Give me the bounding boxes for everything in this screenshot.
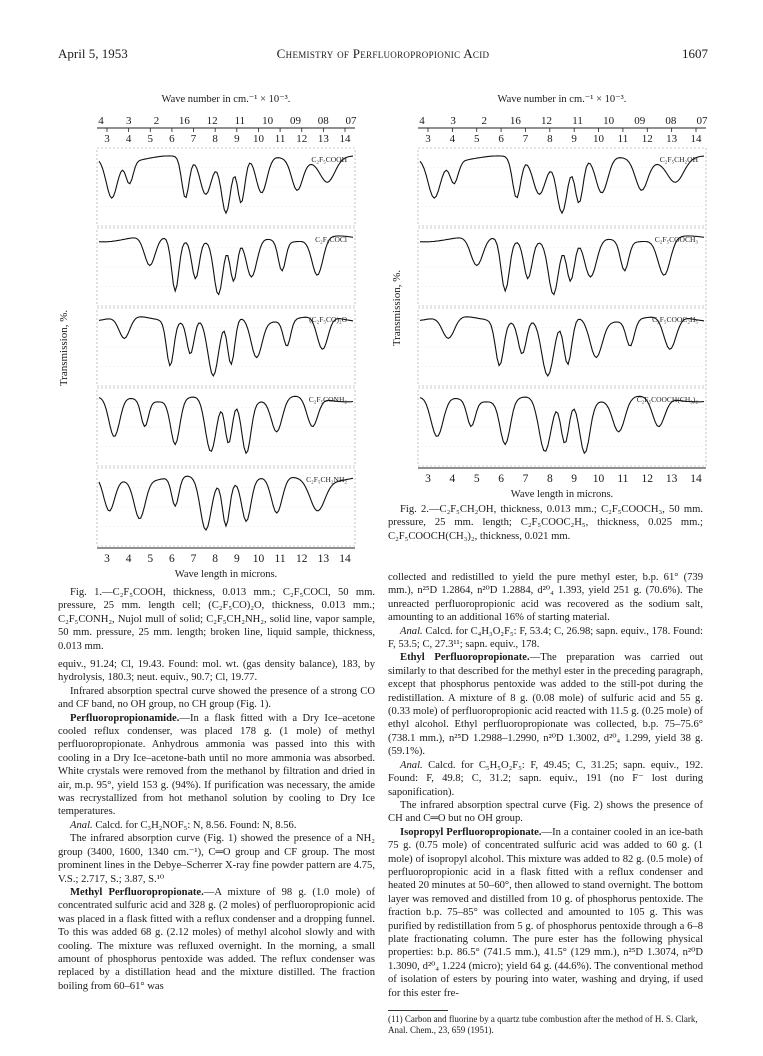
micron-tick-label: 7 <box>190 133 197 145</box>
micron-tick-label: 3 <box>104 553 110 565</box>
paragraph: Anal. Calcd. for C₅H₅O₂F₅: F, 49.45; C, 31.25; sapn. equiv., 192. Found: F, 49.8; C, 31.2; sapn. equiv., 191 (no F⁻ lost during saponification). <box>388 759 703 798</box>
micron-tick-label: 11 <box>617 133 629 145</box>
top-axis-label: Wave number in cm.⁻¹ × 10⁻³. <box>161 94 291 105</box>
running-header <box>58 46 708 66</box>
micron-tick-label: 3 <box>425 133 431 145</box>
footnote-rule <box>388 1010 448 1011</box>
micron-tick-label: 3 <box>104 133 110 145</box>
compound-label: C₂F₅CH₂NH₂ <box>306 475 347 484</box>
spectrum-curve <box>420 396 704 453</box>
top-tick-label: 4 <box>419 115 425 127</box>
top-tick-label: 2 <box>153 115 160 127</box>
micron-tick-label: 6 <box>498 133 504 145</box>
header-date: April 5, 1953 <box>58 46 128 61</box>
top-tick-label: 12 <box>540 115 552 127</box>
top-tick-label: 4 <box>98 115 104 127</box>
micron-tick-label: 11 <box>274 553 286 565</box>
spectrum-curve <box>420 156 704 213</box>
micron-tick-label: 7 <box>522 473 529 485</box>
header-title: Chemistry of Perfluoropropionic Acid <box>276 46 490 61</box>
micron-tick-label: 12 <box>295 553 308 565</box>
compound-label: C₂F₅COOCH(CH₃)₂ <box>636 395 698 404</box>
section-heading: Perfluoropropionamide. <box>70 712 180 724</box>
figure-2 <box>388 92 710 500</box>
spectrum-curve <box>99 317 353 376</box>
top-tick-label: 16 <box>509 115 521 127</box>
micron-tick-label: 13 <box>317 553 330 565</box>
compound-label: C₂F₅CH₂OH <box>659 155 698 164</box>
section-heading: Isopropyl Perfluoropropionate. <box>400 826 542 838</box>
paragraph: collected and redistilled to yield the pure methyl ester, b.p. 61° (739 mm.), n²⁵D 1.2864, n²⁰D 1.2884, d²⁰₄ 1.393, yield 251 g. (70.6%). The unreacted perfluoropropionic acid was recovered as the sodium salt, amounting to an additional 16% of starting material. <box>388 572 703 624</box>
micron-tick-label: 10 <box>592 473 605 485</box>
section-heading: Ethyl Perfluoropropionate. <box>400 652 530 664</box>
micron-tick-label: 5 <box>147 133 154 145</box>
header-page-number: 1607 <box>682 46 708 61</box>
spectrum-curve <box>99 396 353 453</box>
top-tick-label: 09 <box>634 115 646 127</box>
top-tick-label: 07 <box>345 115 357 127</box>
paragraph: Ethyl Perfluoropropionate.—The preparation was carried out similarly to that described for the methyl ester in the preceding paragraph, except that phosphorus pentoxide was added to the still-pot during the redistillation. A mixture of 8 g. (0.08 mole) of sulfuric acid and 55 g. (0.33 mole) of perfluoropropionic acid reacted with 11.5 g. (0.25 mole) of ethyl alcohol. Ethyl perfluoropropionate was collected, b.p. 75–75.6° (738.1 mm.), n²⁵D 1.2988–1.2990, n²⁰D 1.3002, d²⁰₄ 1.299, yield 38 g. (59.1%). <box>388 652 703 758</box>
micron-tick-label: 8 <box>547 133 553 145</box>
compound-label: C₂F₅COOCH₃ <box>654 235 698 244</box>
micron-tick-label: 14 <box>690 133 702 145</box>
micron-tick-label: 5 <box>147 553 154 565</box>
compound-label: (C₂F₅CO)₂O <box>309 315 347 324</box>
micron-tick-label: 5 <box>473 473 480 485</box>
micron-tick-label: 10 <box>252 133 264 145</box>
top-tick-label: 16 <box>178 115 190 127</box>
paragraph: Methyl Perfluoropropionate.—A mixture of 98 g. (1.0 mole) of concentrated sulfuric acid and 328 g. (2 moles) of perfluoropropionic acid was placed in a flask fitted with a reflux condenser and a dropping funnel. To this was added 68 g. (2.12 moles) of methyl alcohol slowly and with cooling. The mixture was refluxed overnight. In the morning, a small amount of phosphorus pentoxide was added. The reflux condenser was replaced by a distillation head and the mixture distilled. The fraction boiling from 60–61° was <box>58 886 375 992</box>
spectrum-curve <box>99 476 353 530</box>
micron-tick-label: 10 <box>252 553 265 565</box>
paragraph: Anal. Calcd. for C₃H₂NOF₅: N, 8.56. Found: N, 8.56. <box>70 819 297 831</box>
top-tick-label: 3 <box>450 115 456 127</box>
micron-tick-label: 6 <box>169 133 175 145</box>
compound-label: C₂F₅CONH₂ <box>308 395 347 404</box>
micron-tick-label: 9 <box>233 553 240 565</box>
top-tick-label: 12 <box>206 115 218 127</box>
micron-tick-label: 11 <box>617 473 629 485</box>
paragraph: equiv., 91.24; Cl, 19.43. Found: mol. wt. (gas density balance), 183, by hydrolysis, 180.3; neut. equiv., 90.7; Cl, 19.77. <box>58 659 375 684</box>
compound-label: C₂F₅COOC₂H₅ <box>652 315 698 324</box>
micron-tick-label: 4 <box>449 473 456 485</box>
top-tick-label: 08 <box>317 115 329 127</box>
paragraph: The infrared absorption curve (Fig. 1) showed the presence of a NH₂ group (3400, 1600, 1340 cm.⁻¹), C═O group and CF group. The most prominent lines in the Debye–Scherrer X-ray fine powder pattern are 4.75, V.S.; 2.717, S.; 3.87, S.¹⁰ <box>58 833 375 885</box>
top-tick-label: 11 <box>572 115 583 127</box>
micron-tick-label: 9 <box>571 133 577 145</box>
x-axis-label: Wave length in microns. <box>174 569 278 580</box>
top-tick-label: 07 <box>696 115 708 127</box>
figure-1 <box>55 92 377 582</box>
paragraph: Isopropyl Perfluoropropionate.—In a container cooled in an ice-bath 75 g. (0.75 mole) of concentrated sulfuric acid was added to 60 g. (1 mole) of isopropyl alcohol. This mixture was added to 82 g. (0.5 mole) of perfluoropropionic acid in a flask fitted with a reflux condenser and heated 20 minutes at 50–60°, then allowed to stand overnight. The bottom layer was removed and distilled from 10 g. of phosphorus pentoxide. The fraction b.p. 75–85° was collected and amounted to 105 g. This was purified by redistillation from 5 g. of phosphorus pentoxide through a 6–8 plate fractionating column. The pure ester has the following physical properties: b.p. 86.5° (741.5 mm.), 41.5° (129 mm.), n²⁵D 1.3074, n²⁰D 1.3090, d²⁰₄ 1.224 (micro); yield 64 g. (44.6%). The conventional method of isolation of esters by pouring into water, washing and drying, if used for this ester fre- <box>388 826 704 999</box>
micron-tick-label: 12 <box>641 473 654 485</box>
micron-tick-label: 4 <box>125 133 132 145</box>
top-tick-label: 08 <box>665 115 677 127</box>
anal-label: Anal. <box>400 759 423 771</box>
paragraph: The infrared absorption spectral curve (Fig. 2) shows the presence of CH and C═O but no OH group. <box>388 799 703 825</box>
micron-tick-label: 8 <box>546 473 553 485</box>
micron-tick-label: 8 <box>212 133 218 145</box>
micron-tick-label: 7 <box>190 553 197 565</box>
micron-tick-label: 14 <box>690 473 702 485</box>
micron-tick-label: 8 <box>212 553 219 565</box>
micron-tick-label: 9 <box>234 133 240 145</box>
micron-tick-label: 14 <box>339 133 351 145</box>
paragraph: Perfluoropropionamide.—In a flask fitted with a Dry Ice–acetone cooled reflux condenser, was placed 178 g. (1 mole) of methyl perfluoropropionate. Anhydrous ammonia was passed into this with cooling in a Dry Ice–acetone-bath until no more ammonia was absorbed. White crystals were removed from the methanol by filtration and dried in air, m.p. 95°, yield 153 g. (94%). If purification was necessary, the amide was recrystallized from hot methanol solution by cooling to Dry Ice temperatures. <box>58 712 375 818</box>
micron-tick-label: 7 <box>522 133 529 145</box>
top-tick-label: 10 <box>262 115 274 127</box>
micron-tick-label: 14 <box>339 553 351 565</box>
micron-tick-label: 6 <box>169 553 175 565</box>
section-heading: Methyl Perfluoropropionate. <box>70 886 204 898</box>
compound-label: C₂F₅COCl <box>315 235 347 244</box>
micron-tick-label: 13 <box>666 133 678 145</box>
top-tick-label: 2 <box>481 115 487 127</box>
paragraph: Infrared absorption spectral curve showed the presence of a strong CO and CF band, no OH group, no CH group (Fig. 1). <box>58 685 375 711</box>
micron-tick-label: 13 <box>317 133 329 145</box>
micron-tick-label: 5 <box>473 133 480 145</box>
footnote: (11) Carbon and fluorine by a quartz tube combustion after the method of H. S. Clark, Anal. Chem., 23, 659 (1951). <box>388 1014 698 1035</box>
anal-label: Anal. <box>70 819 93 831</box>
paragraph: Anal. Calcd. for C₄H₃O₂F₅: F, 53.4; C, 26.98; sapn. equiv., 178. Found: F, 53.5; C, 27.3¹¹; sapn. equiv., 178. <box>388 625 703 651</box>
top-tick-label: 09 <box>289 115 301 127</box>
y-axis-label: Transmission, %. <box>58 309 70 387</box>
spectrum-curve <box>420 317 704 376</box>
micron-tick-label: 13 <box>665 473 678 485</box>
top-axis-label: Wave number in cm.⁻¹ × 10⁻³. <box>497 94 627 105</box>
top-tick-label: 10 <box>603 115 615 127</box>
figure-1-caption: Fig. 1.—C₂F₅COOH, thickness, 0.013 mm.; C₂F₅COCl, 50 mm. pressure, 25 mm. length cell; (C₂F₅CO)₂O, thickness, 0.013 mm.; C₂F₅CONH₂, Nujol mull of solid; C₂F₅CH₂NH₂, solid line, vapor sample, 50 mm. pressure, 25 mm. length; broken line, liquid sample, thickness, 0.013 mm. <box>58 587 375 652</box>
left-column <box>58 658 375 993</box>
anal-label: Anal. <box>400 625 423 637</box>
spectrum-curve <box>420 236 704 295</box>
micron-tick-label: 6 <box>498 473 504 485</box>
micron-tick-label: 3 <box>425 473 431 485</box>
x-axis-label: Wave length in microns. <box>510 489 614 500</box>
top-tick-label: 11 <box>234 115 246 127</box>
top-tick-label: 3 <box>126 115 132 127</box>
compound-label: C₂F₅COOH <box>311 155 347 164</box>
figure-2-caption: Fig. 2.—C₂F₅CH₂OH, thickness, 0.013 mm.; C₂F₅COOCH₃, 50 mm. pressure, 25 mm. length; C₂F₅COOC₂H₅, thickness, 0.025 mm.; C₂F₅COOCH(CH₃)₂, thickness, 0.021 mm. <box>388 504 703 542</box>
micron-tick-label: 4 <box>449 133 456 145</box>
right-column <box>388 571 703 1000</box>
micron-tick-label: 10 <box>593 133 605 145</box>
spectrum-curve <box>99 236 353 295</box>
micron-tick-label: 12 <box>641 133 653 145</box>
micron-tick-label: 12 <box>296 133 308 145</box>
micron-tick-label: 9 <box>571 473 578 485</box>
spectrum-curve <box>99 156 353 213</box>
y-axis-label: Transmission, %. <box>391 269 403 347</box>
micron-tick-label: 4 <box>125 553 132 565</box>
micron-tick-label: 11 <box>274 133 286 145</box>
